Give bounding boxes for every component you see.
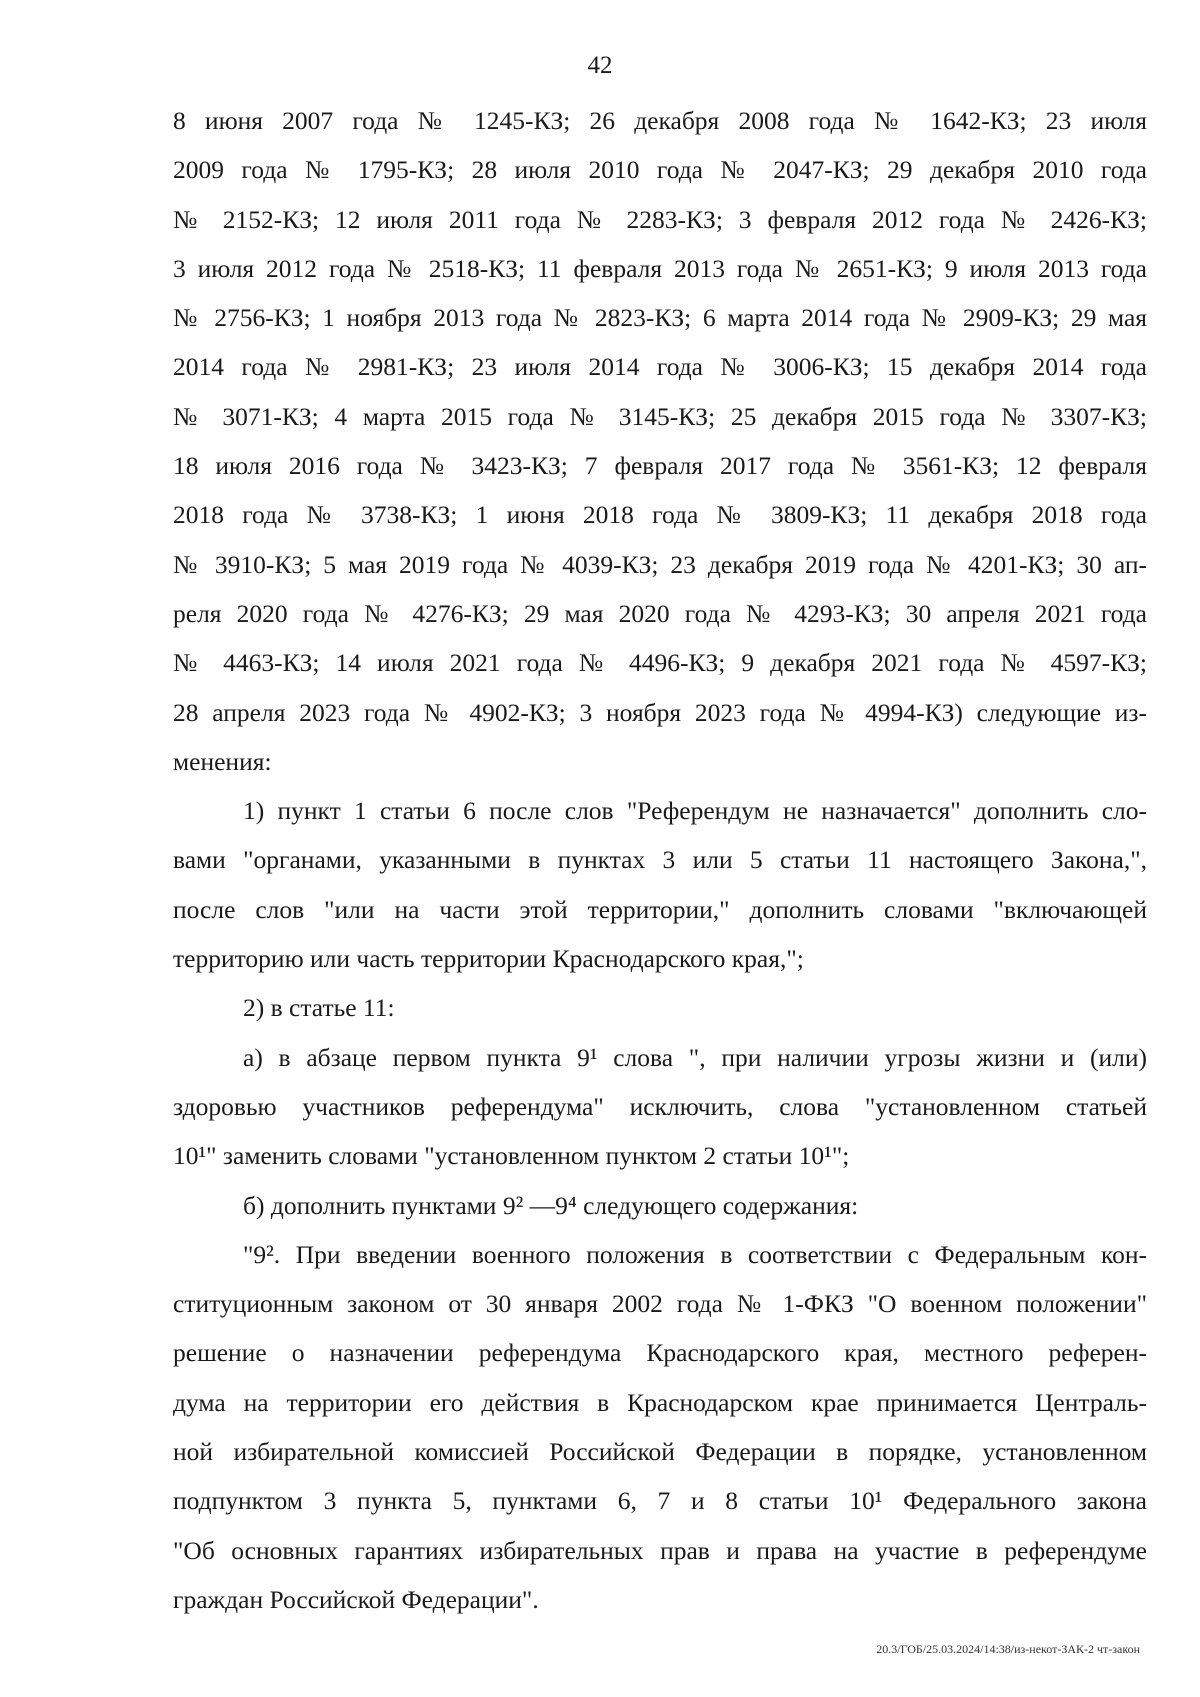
text-line: "9². При введении военного положения в соответствии с Федеральным кон- (243, 1239, 1147, 1269)
text-line: после слов "или на части этой территории," дополнить словами "включающей (173, 894, 1147, 924)
text-line: 28 апреля 2023 года № 4902-КЗ; 3 ноября 2023 года № 4994-КЗ) следующие из- (173, 697, 1147, 727)
text-line: № 4463-КЗ; 14 июля 2021 года № 4496-КЗ; 9 декабря 2021 года № 4597-КЗ; (173, 648, 1147, 678)
text-line: 2014 года № 2981-КЗ; 23 июля 2014 года № 3006-КЗ; 15 декабря 2014 года (173, 352, 1147, 382)
document-footer-code: 20.3/ГОБ/25.03.2024/14:38/из-некот-ЗАК-2 чт-закон (876, 1642, 1140, 1656)
text-line: № 2756-КЗ; 1 ноября 2013 года № 2823-КЗ; 6 марта 2014 года № 2909-КЗ; 29 мая (173, 303, 1147, 333)
text-line: № 3910-КЗ; 5 мая 2019 года № 4039-КЗ; 23 декабря 2019 года № 4201-КЗ; 30 ап- (173, 549, 1147, 579)
text-line: 2009 года № 1795-КЗ; 28 июля 2010 года № 2047-КЗ; 29 декабря 2010 года (173, 155, 1147, 185)
text-line: реля 2020 года № 4276-КЗ; 29 мая 2020 года № 4293-КЗ; 30 апреля 2021 года (173, 598, 1147, 628)
text-line: ной избирательной комиссией Российской Федерации в порядке, установленном (173, 1437, 1147, 1467)
text-line: ституционным законом от 30 января 2002 года № 1-ФКЗ "О военном положении" (173, 1289, 1147, 1319)
text-line: 18 июля 2016 года № 3423-КЗ; 7 февраля 2017 года № 3561-КЗ; 12 февраля (173, 451, 1147, 481)
text-line: подпунктом 3 пункта 5, пунктами 6, 7 и 8 статьи 10¹ Федерального закона (173, 1486, 1147, 1516)
text-line: вами "органами, указанными в пунктах 3 или 5 статьи 11 настоящего Закона,", (173, 845, 1147, 875)
text-line: б) дополнить пунктами 9² —9⁴ следующего содержания: (243, 1190, 859, 1220)
text-line: территорию или часть территории Краснодарского края,"; (173, 944, 804, 974)
text-line: 1) пункт 1 статьи 6 после слов "Референдум не назначается" дополнить сло- (243, 796, 1147, 826)
text-line: решение о назначении референдума Краснодарского края, местного референ- (173, 1338, 1147, 1368)
text-line: № 2152-КЗ; 12 июля 2011 года № 2283-КЗ; 3 февраля 2012 года № 2426-КЗ; (173, 204, 1147, 234)
text-line: 2018 года № 3738-КЗ; 1 июня 2018 года № 3809-КЗ; 11 декабря 2018 года (173, 500, 1147, 530)
text-line: граждан Российской Федерации". (173, 1584, 539, 1614)
page-number: 42 (587, 52, 613, 79)
text-line: 2) в статье 11: (243, 993, 395, 1023)
text-line: "Об основных гарантиях избирательных прав и права на участие в референдуме (173, 1535, 1147, 1565)
text-line: № 3071-КЗ; 4 марта 2015 года № 3145-КЗ; 25 декабря 2015 года № 3307-КЗ; (173, 401, 1147, 431)
text-line: 8 июня 2007 года № 1245-КЗ; 26 декабря 2008 года № 1642-КЗ; 23 июля (173, 106, 1147, 135)
text-line: менения: (173, 746, 272, 776)
text-line: здоровью участников референдума" исключить, слова "установленном статьей (173, 1091, 1147, 1121)
text-line: а) в абзаце первом пункта 9¹ слова ", при наличии угрозы жизни и (или) (243, 1042, 1147, 1072)
text-line: дума на территории его действия в Краснодарском крае принимается Централь- (173, 1387, 1147, 1417)
text-line: 10¹" заменить словами "установленном пунктом 2 статьи 10¹"; (173, 1141, 850, 1171)
document-body (173, 96, 1147, 1624)
text-line: 3 июля 2012 года № 2518-КЗ; 11 февраля 2013 года № 2651-КЗ; 9 июля 2013 года (173, 253, 1147, 283)
